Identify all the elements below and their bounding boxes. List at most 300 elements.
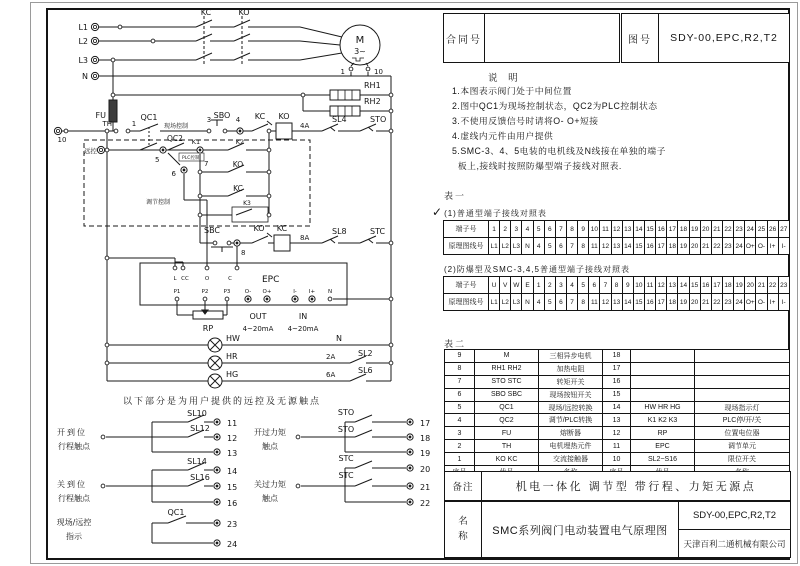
terminal-icon [181, 266, 185, 270]
drawing-title: SMC系列阀门电动装置电气原理图 [482, 502, 679, 557]
terminal-icon [389, 297, 393, 301]
terminal-cell: 1 [489, 221, 500, 238]
terminal-cell: 14 [634, 221, 645, 238]
terminal-cell: 1 [534, 277, 545, 294]
component-cell: 熔断器 [539, 427, 603, 440]
terminal-cell: 17 [656, 238, 667, 255]
circuit-label: SL12 [190, 424, 210, 433]
circuit-label: L2 [78, 37, 88, 46]
terminal-cell: 7 [600, 277, 611, 294]
circuit-label: HR [226, 352, 238, 361]
terminal-icon [91, 23, 98, 30]
component-cell [695, 363, 790, 376]
terminal-cell: O+ [745, 294, 756, 311]
circuit-label: 17 [420, 419, 431, 428]
terminal-icon [216, 436, 218, 438]
terminal-icon [409, 467, 411, 469]
circuit-label: 触点 [262, 442, 278, 451]
terminal-table-row [444, 277, 790, 294]
circuit-label: K1 [191, 138, 201, 146]
circuit-label: L [173, 276, 177, 282]
terminal-cell: 4 [534, 294, 545, 311]
terminal-icon [216, 421, 218, 423]
terminal-cell: 11 [645, 277, 656, 294]
component-cell: 限位开关 [695, 453, 790, 466]
terminal-icon [389, 109, 393, 113]
terminal-cell: 12 [612, 221, 623, 238]
terminal-icon [409, 501, 411, 503]
terminal-cell: 4 [522, 221, 533, 238]
component-cell [631, 350, 695, 363]
terminal-icon [236, 242, 238, 244]
note-item: 5.SMC-3、4、5电装的电机线及N线接在单独的端子 [452, 146, 666, 156]
terminal-table-normal [443, 220, 790, 255]
note-item: 板上,接线时按照防爆型端子接线对照表. [452, 161, 622, 171]
circuit-label: 4A [300, 122, 310, 130]
circuit-label: TH [102, 120, 112, 128]
circuit-label: 指示 [66, 532, 82, 541]
terminal-cell: 18 [667, 238, 678, 255]
terminal-cell: 21 [712, 221, 723, 238]
terminal-cell: L3 [511, 294, 522, 311]
terminal-cell: 9 [578, 221, 589, 238]
terminal-cell: 12 [656, 277, 667, 294]
contract-no-value [485, 14, 619, 62]
notes-title: 说 明 [488, 73, 522, 84]
circuit-label: 行程触点 [58, 442, 90, 451]
terminal-cell: 15 [634, 238, 645, 255]
component-cell [631, 389, 695, 402]
close-coil [274, 235, 290, 251]
terminal-icon [111, 93, 115, 97]
circuit-label: 1 [340, 68, 345, 76]
terminal-cell: 23 [734, 221, 745, 238]
terminal-cell: 15 [634, 294, 645, 311]
circuit-label: 14 [227, 467, 238, 476]
terminal-icon [111, 58, 115, 62]
component-cell: STO STC [475, 376, 539, 389]
terminal-cell: 22 [712, 238, 723, 255]
company-name: 天津百利二通机械有限公司 [683, 538, 786, 549]
terminal-cell: U [489, 277, 500, 294]
terminal-cell: 21 [701, 238, 712, 255]
circuit-label: SL6 [358, 366, 373, 375]
terminal-cell: 11 [600, 221, 611, 238]
circuit-label: SL4 [332, 115, 347, 124]
terminal-cell: 10 [634, 277, 645, 294]
terminal-cell: I- [779, 238, 790, 255]
terminal-icon [183, 169, 185, 171]
circuit-label: STC [370, 227, 386, 236]
component-cell: QC1 [475, 402, 539, 415]
circuit-label: QC1 [140, 113, 158, 122]
circuit-label: 远控 [84, 147, 97, 155]
terminal-cell: 23 [723, 238, 734, 255]
terminal-cell: 13 [667, 277, 678, 294]
terminal-cell: 14 [623, 238, 634, 255]
circuit-label: O- [244, 289, 252, 295]
terminal-icon [54, 127, 61, 134]
circuit-label: 1 [131, 120, 137, 128]
circuit-label: SL10 [187, 409, 207, 418]
terminal-icon [227, 241, 231, 245]
circuit-label: P1 [173, 289, 181, 295]
terminal-cell: 6 [556, 238, 567, 255]
circuit-label: O [204, 276, 210, 282]
component-cell: EPC [631, 440, 695, 453]
component-cell: 12 [603, 427, 631, 440]
circuit-label: 以下部分是为用户提供的远控及无源触点 [122, 397, 322, 407]
terminal-cell: 14 [623, 294, 634, 311]
component-cell [695, 389, 790, 402]
terminal-table-explosion [443, 276, 790, 311]
terminal-cell: 8 [612, 277, 623, 294]
terminal-icon [389, 361, 393, 365]
terminal-icon [101, 435, 105, 439]
circuit-label: 12 [227, 434, 238, 443]
terminal-icon [267, 213, 271, 217]
component-cell: 13 [603, 414, 631, 427]
terminal-cell: 13 [623, 221, 634, 238]
terminal-cell: 23 [779, 277, 790, 294]
circuit-label: STO [337, 408, 355, 417]
terminal-icon [162, 149, 164, 151]
terminal-cell: 20 [690, 294, 701, 311]
terminal-cell: 24 [734, 294, 745, 311]
terminal-cell: W [511, 277, 522, 294]
circuit-label: I- [293, 289, 297, 295]
circuit-label: O+ [262, 289, 272, 295]
terminal-icon [126, 129, 130, 133]
circuit-label: N [327, 289, 333, 295]
terminal-cell: 13 [612, 294, 623, 311]
indicator-lamps [107, 76, 391, 388]
component-cell: 4 [445, 414, 475, 427]
circuit-label: L3 [78, 56, 88, 65]
terminal-icon [216, 542, 218, 544]
circuit-label: N [82, 72, 88, 81]
circuit-label: 19 [420, 449, 431, 458]
terminal-cell: E [522, 277, 533, 294]
circuit-label: K3 [243, 200, 251, 207]
circuit-label: KC [254, 112, 266, 121]
circuit-label: 开过力矩 [254, 428, 286, 437]
terminal-cell: L1 [489, 238, 500, 255]
circuit-label: KO [253, 224, 265, 233]
table1-explosion-title: (2)防爆型及SMC-3,4,5普通型端子接线对照表 [444, 265, 631, 274]
terminal-icon [389, 241, 393, 245]
terminal-icon [389, 93, 393, 97]
terminal-cell: 9 [623, 277, 634, 294]
terminal-cell: 2 [500, 221, 511, 238]
component-cell: 8 [445, 363, 475, 376]
circuit-label: 3 [206, 116, 212, 124]
circuit-label: K2 [235, 138, 245, 146]
terminal-cell: L2 [500, 294, 511, 311]
terminal-cell: 24 [734, 238, 745, 255]
circuit-label: N [336, 334, 342, 343]
terminal-cell: 19 [678, 238, 689, 255]
circuit-label: 18 [420, 434, 431, 443]
terminal-icon [225, 297, 229, 301]
component-cell: 16 [603, 376, 631, 389]
terminal-cell: L3 [511, 238, 522, 255]
terminal-cell: 4 [567, 277, 578, 294]
terminal-icon [216, 522, 218, 524]
name-box [444, 501, 791, 558]
terminal-row-label: 原理图线号 [444, 294, 489, 311]
terminal-cell: 16 [645, 294, 656, 311]
remark-label: 备注 [445, 472, 482, 500]
component-cell: PLC停/开/关 [695, 414, 790, 427]
component-cell: KO KC [475, 453, 539, 466]
terminal-cell: 24 [745, 221, 756, 238]
component-cell: 10 [603, 453, 631, 466]
drawing-no-value: SDY-00,EPC,R2,T2 [670, 32, 778, 44]
component-cell [695, 350, 790, 363]
component-cell: 电机埋热元件 [539, 440, 603, 453]
component-cell: 现场指示灯 [695, 402, 790, 415]
component-table [444, 349, 790, 479]
table2-label: 表二 [444, 339, 467, 349]
terminal-cell: 21 [756, 277, 767, 294]
terminal-table-row [444, 294, 790, 311]
terminal-cell: 5 [534, 221, 545, 238]
terminal-icon [173, 266, 177, 270]
terminal-cell: 8 [567, 221, 578, 238]
component-cell: QC2 [475, 414, 539, 427]
drawing-no-label: 图号 [622, 14, 659, 62]
terminal-icon [296, 435, 300, 439]
component-cell [631, 363, 695, 376]
component-cell: M [475, 350, 539, 363]
circuit-label: 3~ [354, 47, 366, 56]
terminal-cell: 19 [690, 221, 701, 238]
circuit-label: 4~20mA [242, 325, 274, 333]
circuit-label: L1 [78, 23, 88, 32]
circuit-label: STO [370, 115, 387, 124]
circuit-label: P3 [223, 289, 231, 295]
terminal-cell: 10 [589, 221, 600, 238]
terminal-cell: 5 [545, 294, 556, 311]
circuit-label: 21 [420, 483, 431, 492]
circuit-label: SBO [213, 111, 231, 120]
circuit-label: 16 [227, 499, 238, 508]
terminal-icon [216, 501, 218, 503]
circuit-label: RP [202, 324, 214, 333]
terminal-icon [97, 146, 104, 153]
circuit-label: 15 [227, 483, 238, 492]
notes-list [452, 84, 788, 174]
circuit-label: EPC [262, 275, 280, 285]
terminal-cell: 7 [567, 294, 578, 311]
name-label: 名称 [445, 502, 482, 557]
note-item: 3.不使用反馈信号时请将O- O+短接 [452, 116, 599, 126]
terminal-icon [409, 451, 411, 453]
terminal-icon [239, 130, 241, 132]
component-cell: 7 [445, 376, 475, 389]
circuit-label: RH2 [364, 97, 381, 106]
terminal-cell: 18 [667, 294, 678, 311]
component-cell: TH [475, 440, 539, 453]
terminal-icon [175, 297, 179, 301]
terminal-icon [101, 484, 105, 488]
terminal-icon [198, 194, 202, 198]
circuit-label: CC [181, 276, 189, 282]
terminal-icon [91, 37, 98, 44]
terminal-icon [205, 266, 209, 270]
component-cell: 5 [445, 402, 475, 415]
component-cell: 18 [603, 350, 631, 363]
terminal-cell: 23 [723, 294, 734, 311]
terminal-table-row [444, 221, 790, 238]
circuit-label: 现场控制 [164, 123, 189, 130]
component-cell: 转矩开关 [539, 376, 603, 389]
terminal-cell: 17 [667, 221, 678, 238]
circuit-label: FU [95, 111, 106, 120]
circuit-label: 开到位 [57, 428, 87, 437]
terminal-icon [409, 436, 411, 438]
component-cell: K1 K2 K3 [631, 414, 695, 427]
name-right-column [679, 502, 790, 557]
terminal-row-label: 端子号 [444, 221, 489, 238]
terminal-cell: I- [779, 294, 790, 311]
table1-normal-title-row [432, 205, 547, 219]
terminal-cell: I+ [768, 238, 779, 255]
terminal-cell: 4 [534, 238, 545, 255]
circuit-label: 24 [227, 540, 238, 549]
circuit-label: 10 [57, 136, 67, 144]
component-cell: HW HR HG [631, 402, 695, 415]
terminal-icon [118, 25, 122, 29]
circuit-label: QC2 [167, 134, 183, 143]
terminal-cell: 19 [734, 277, 745, 294]
circuit-label: 关过力矩 [254, 480, 286, 489]
remark-box [444, 471, 791, 501]
fuse-symbol [109, 100, 117, 122]
component-cell: 14 [603, 402, 631, 415]
component-cell: 加热电阻 [539, 363, 603, 376]
terminal-icon [301, 93, 305, 97]
terminal-cell: L2 [500, 238, 511, 255]
terminal-cell: 16 [656, 221, 667, 238]
terminal-cell: 16 [645, 238, 656, 255]
terminal-icon [105, 361, 109, 365]
terminal-cell: 18 [723, 277, 734, 294]
component-cell [695, 376, 790, 389]
terminal-cell: 18 [678, 221, 689, 238]
circuit-label: KO [232, 160, 244, 169]
component-cell: 交流接触器 [539, 453, 603, 466]
terminal-cell: 12 [600, 294, 611, 311]
terminal-cell: 11 [589, 294, 600, 311]
terminal-icon [409, 421, 411, 423]
terminal-cell: 5 [578, 277, 589, 294]
component-cell: SBO SBC [475, 389, 539, 402]
terminal-icon [266, 298, 268, 300]
circuit-label: 7 [204, 160, 209, 168]
terminal-icon [114, 129, 118, 133]
circuit-label: 5 [155, 156, 160, 164]
terminal-cell: 5 [545, 238, 556, 255]
terminal-icon [235, 266, 239, 270]
circuit-label: P2 [201, 289, 209, 295]
circuit-label: 调节控制 [146, 199, 171, 206]
component-cell: 15 [603, 389, 631, 402]
terminal-icon [216, 469, 218, 471]
terminal-icon [296, 484, 300, 488]
circuit-label: HG [226, 370, 239, 379]
terminal-table-row [444, 238, 790, 255]
terminal-icon [105, 148, 109, 152]
drawing-no-box [621, 13, 790, 63]
rp-arrow [202, 310, 208, 314]
terminal-cell: 2 [545, 277, 556, 294]
circuit-label: RH1 [364, 81, 381, 90]
terminal-icon [213, 241, 217, 245]
circuit-label: KC [276, 224, 288, 233]
terminal-cell: 20 [745, 277, 756, 294]
circuit-label: OUT [249, 312, 267, 321]
note-item: 1.本图表示阀门处于中间位置 [452, 86, 572, 96]
terminal-cell: 13 [612, 238, 623, 255]
terminal-icon [366, 67, 370, 71]
terminal-icon [223, 129, 227, 133]
terminal-cell: 20 [701, 221, 712, 238]
terminal-cell: 20 [690, 238, 701, 255]
circuit-label: 6A [326, 371, 336, 379]
terminal-cell: 22 [768, 277, 779, 294]
circuit-label: 8 [241, 249, 246, 257]
circuit-label: KC [233, 184, 243, 193]
terminal-icon [311, 298, 313, 300]
component-cell: 调节/PLC转换 [539, 414, 603, 427]
terminal-cell: 25 [756, 221, 767, 238]
terminal-icon [267, 129, 271, 133]
terminal-icon [247, 298, 249, 300]
terminal-cell: 27 [779, 221, 790, 238]
component-cell: FU [475, 427, 539, 440]
circuit-label: I+ [308, 289, 316, 295]
terminal-cell: 6 [545, 221, 556, 238]
component-cell: 11 [603, 440, 631, 453]
component-cell [631, 376, 695, 389]
control-circuit [58, 120, 391, 266]
terminal-icon [105, 256, 109, 260]
terminal-cell: 17 [656, 294, 667, 311]
component-cell: 现场按钮开关 [539, 389, 603, 402]
circuit-label: 23 [227, 520, 238, 529]
terminal-icon [294, 298, 296, 300]
terminal-icon [328, 297, 332, 301]
component-cell: 9 [445, 350, 475, 363]
terminal-cell: N [522, 238, 533, 255]
terminal-cell: 3 [556, 277, 567, 294]
component-cell: RH1 RH2 [475, 363, 539, 376]
circuit-label: 2A [326, 353, 336, 361]
circuit-label: STC [338, 454, 354, 463]
terminal-cell: 7 [567, 238, 578, 255]
component-cell: 17 [603, 363, 631, 376]
circuit-label: 4 [235, 116, 241, 124]
circuit-label: SL14 [187, 457, 207, 466]
check-mark: ✓ [432, 205, 443, 219]
terminal-row-label: 端子号 [444, 277, 489, 294]
terminal-cell: O- [756, 238, 767, 255]
circuit-label: STC [338, 471, 354, 480]
circuit-label: PLC控制 [182, 156, 200, 161]
circuit-label: STO [337, 425, 355, 434]
